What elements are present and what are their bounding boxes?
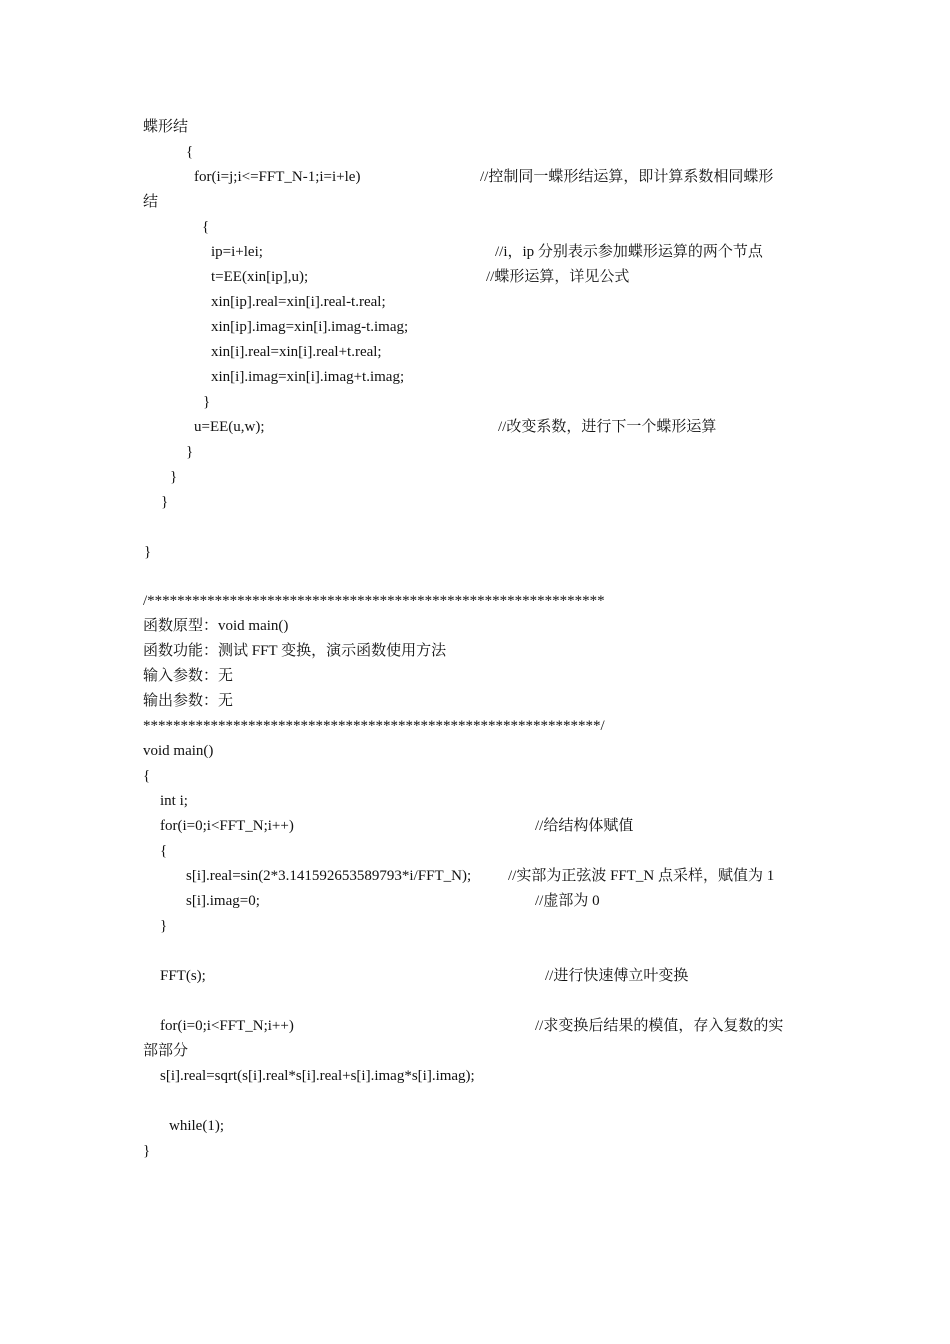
code-comment: //实部为正弦波 FFT_N 点采样，赋值为 1 [508,868,775,884]
function-description: 函数功能：测试 FFT 变换，演示函数使用方法 [143,643,447,659]
text-line: 部部分 [143,1043,189,1059]
code-line: s[i].imag=0; [186,893,260,909]
code-line: u=EE(u,w); [194,419,265,435]
code-line: xin[ip].real=xin[i].real-t.real; [211,294,386,310]
code-line: xin[ip].imag=xin[i].imag-t.imag; [211,319,409,335]
code-comment: //虚部为 0 [535,893,600,909]
function-prototype: 函数原型：void main() [143,618,289,634]
code-line: } [160,918,168,934]
code-line: } [161,494,169,510]
code-line: } [143,1143,151,1159]
code-line: { [160,843,168,859]
code-line: for(i=j;i<=FFT_N-1;i=i+le) [194,169,361,185]
code-line: { [202,219,210,235]
text-line: 结 [143,194,159,210]
code-line: for(i=0;i<FFT_N;i++) [160,818,294,834]
code-line: xin[i].imag=xin[i].imag+t.imag; [211,369,405,385]
comment-border-bottom: *************************************************************/ [143,718,605,734]
text-line: 蝶形结 [143,119,189,135]
code-line: } [203,394,211,410]
code-line: { [186,144,194,160]
code-line: { [143,768,151,784]
output-params: 输出参数：无 [143,693,234,709]
code-line: int i; [160,793,188,809]
code-comment: //求变换后结果的模值，存入复数的实 [535,1018,784,1034]
code-line: s[i].real=sqrt(s[i].real*s[i].real+s[i].imag*s[i].imag); [160,1068,475,1084]
code-line: void main() [143,743,214,759]
code-comment: //蝶形运算，详见公式 [486,269,630,285]
code-line: ip=i+lei; [211,244,263,260]
code-comment: //改变系数，进行下一个蝶形运算 [498,419,717,435]
code-line: while(1); [169,1118,224,1134]
code-line: } [186,444,194,460]
code-line: s[i].real=sin(2*3.141592653589793*i/FFT_N); [186,868,472,884]
code-comment: //进行快速傅立叶变换 [545,968,689,984]
code-line: } [144,544,152,560]
code-comment: //控制同一蝶形结运算，即计算系数相同蝶形 [480,169,774,185]
code-line: xin[i].real=xin[i].real+t.real; [211,344,382,360]
code-comment: //i，ip 分别表示参加蝶形运算的两个节点 [495,244,763,260]
code-line: for(i=0;i<FFT_N;i++) [160,1018,294,1034]
code-line: t=EE(xin[ip],u); [211,269,309,285]
code-line: } [170,469,178,485]
comment-border-top: /************************************************************* [143,593,605,609]
input-params: 输入参数：无 [143,668,234,684]
code-comment: //给结构体赋值 [535,818,634,834]
code-line: FFT(s); [160,968,206,984]
